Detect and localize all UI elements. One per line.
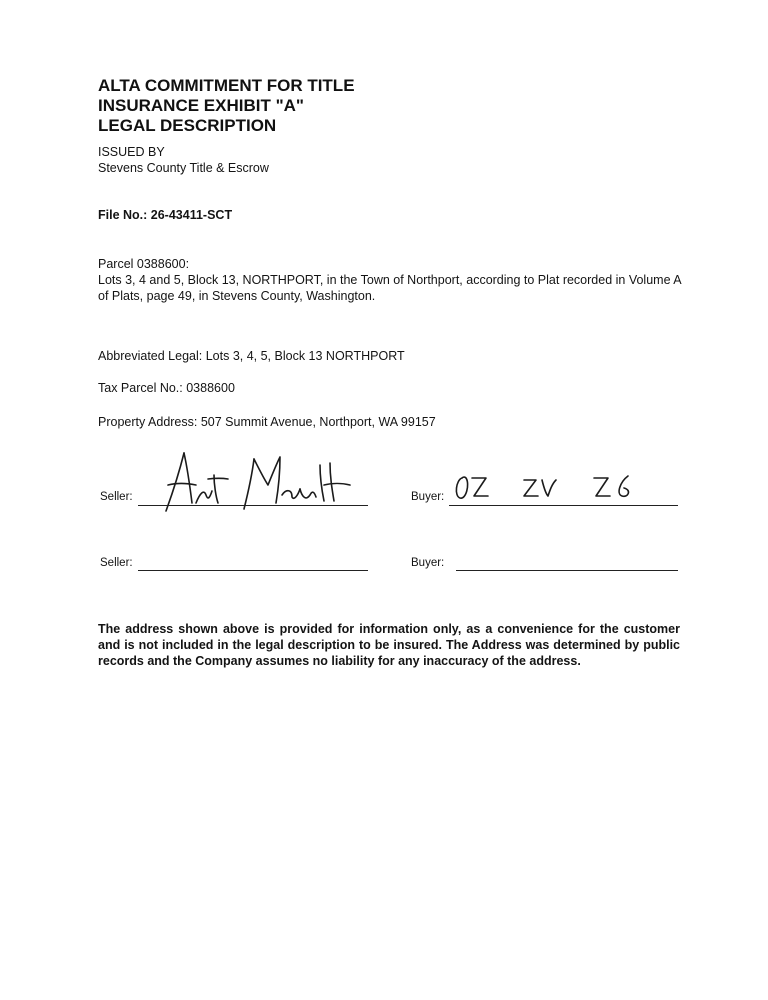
buyer-signature-line-2[interactable] [456, 570, 678, 571]
file-number: File No.: 26-43411-SCT [98, 208, 233, 222]
seller-signature-icon [136, 445, 386, 525]
tax-parcel-number: Tax Parcel No.: 0388600 [98, 381, 235, 395]
title-line-3: LEGAL DESCRIPTION [98, 116, 277, 135]
title-line-1: ALTA COMMITMENT FOR TITLE [98, 76, 355, 95]
abbreviated-legal: Abbreviated Legal: Lots 3, 4, 5, Block 13 NORTHPORT [98, 349, 405, 363]
parcel-block [98, 256, 688, 304]
issued-by-label: ISSUED BY [98, 145, 165, 159]
seller-signature-line-2[interactable] [138, 570, 368, 571]
issued-by-block [98, 144, 269, 176]
seller-label-1: Seller: [100, 491, 133, 503]
issuer-name: Stevens County Title & Escrow [98, 161, 269, 175]
property-address: Property Address: 507 Summit Avenue, Northport, WA 99157 [98, 415, 436, 429]
parcel-heading: Parcel 0388600: [98, 257, 190, 271]
address-disclaimer: The address shown above is provided for information only, as a convenience for the customer and is not included in the legal description to be insured. The Address was determined by public records and the Company assumes no liability for any inaccuracy of the address. [98, 622, 680, 668]
parcel-description: Lots 3, 4 and 5, Block 13, NORTHPORT, in the Town of Northport, according to Plat recorded in Volume A of Plats, page 49, in Stevens County, Washington. [98, 273, 681, 303]
title-line-2: INSURANCE EXHIBIT "A" [98, 96, 304, 115]
buyer-label-2: Buyer: [411, 557, 445, 569]
buyer-handwritten-date-icon [452, 470, 662, 506]
document-title [98, 76, 498, 136]
buyer-label-1: Buyer: [411, 491, 445, 503]
seller-label-2: Seller: [100, 557, 133, 569]
